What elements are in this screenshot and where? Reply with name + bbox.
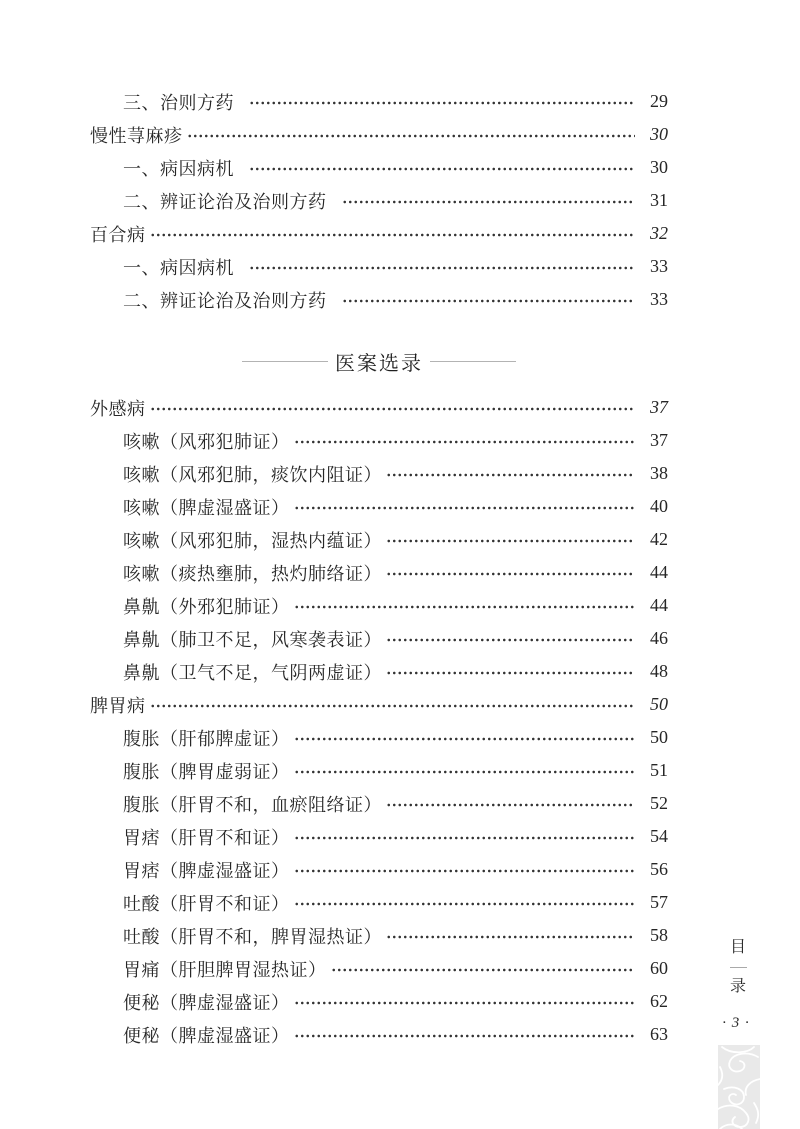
toc-entry-label: 脾胃病 [90,695,146,716]
toc-entry-label: 胃痛（肝胆脾胃湿热证） [123,959,327,980]
toc-entry [90,919,668,952]
dot-leader [386,802,635,808]
toc-entry [90,118,668,151]
dot-leader [386,934,635,940]
toc-entry-label: 一、病因病机 [123,257,234,278]
dot-leader [386,472,635,478]
toc-entry-page-number: 51 [650,760,668,780]
dot-leader [386,538,635,544]
dot-leader [150,406,636,412]
toc-entry-page-number: 62 [650,991,668,1011]
dot-leader [187,133,636,139]
toc-entry [90,523,668,556]
toc-entry-page-number: 42 [650,529,668,549]
toc-entry-label: 一、病因病机 [123,158,234,179]
toc-entry-label: 腹胀（肝胃不和，血瘀阻络证） [123,794,382,815]
toc-entry-label: 鼻鼽（外邪犯肺证） [123,596,290,617]
toc-entry-page-number: 37 [650,430,668,450]
toc-entry [90,853,668,886]
toc-entry-label: 咳嗽（痰热壅肺，热灼肺络证） [123,563,382,584]
dot-leader [150,703,636,709]
toc-entry-page-number: 40 [650,496,668,516]
toc-entry-label: 腹胀（脾胃虚弱证） [123,761,290,782]
dot-leader [249,265,635,271]
toc-entry [90,391,668,424]
toc-entry [90,589,668,622]
toc-entry-page-number: 63 [650,1024,668,1044]
toc-entry-page-number: 31 [650,190,668,210]
toc-entry-label: 咳嗽（脾虚湿盛证） [123,497,290,518]
dot-leader [294,1033,636,1039]
toc-entry-label: 便秘（脾虚湿盛证） [123,992,290,1013]
toc-entry-label: 胃痞（肝胃不和证） [123,827,290,848]
toc-entry [90,250,668,283]
toc-entry-label: 吐酸（肝胃不和，脾胃湿热证） [123,926,382,947]
toc-entry [90,1018,668,1051]
toc-entry [90,688,668,721]
toc-entry [90,886,668,919]
dot-leader [386,571,635,577]
toc-entry-label: 便秘（脾虚湿盛证） [123,1025,290,1046]
toc-entry-page-number: 58 [650,925,668,945]
toc-entry-label: 咳嗽（风邪犯肺，痰饮内阻证） [123,464,382,485]
toc-entry-page-number: 37 [650,397,668,417]
dot-leader [294,439,636,445]
toc-entry-page-number: 33 [650,289,668,309]
toc-entry-page-number: 30 [650,157,668,177]
toc-entry-page-number: 52 [650,793,668,813]
toc-entry-page-number: 56 [650,859,668,879]
toc-entry [90,622,668,655]
margin-chapter-title [725,940,751,995]
toc-entry-label: 鼻鼽（肺卫不足，风寒袭表证） [123,629,382,650]
folio-page-number: · 3 · [722,1015,750,1031]
toc-entry [90,85,668,118]
section-title: 医案选录 [335,352,423,375]
toc-entry-page-number: 48 [650,661,668,681]
toc-entry-label: 咳嗽（风邪犯肺，湿热内蕴证） [123,530,382,551]
toc-entry-label: 慢性荨麻疹 [90,125,183,146]
dot-leader [342,298,636,304]
section-header [90,346,668,376]
toc-entry-page-number: 54 [650,826,668,846]
toc-entry [90,151,668,184]
toc-cases-list [90,391,668,1051]
toc-front-matter-list [90,85,668,316]
margin-title-divider [730,967,747,968]
toc-entry-page-number: 50 [650,694,668,714]
margin-title-char-top: 目 [729,939,746,956]
toc-entry-page-number: 33 [650,256,668,276]
toc-entry [90,424,668,457]
dot-leader [150,232,636,238]
toc-entry-label: 鼻鼽（卫气不足，气阴两虚证） [123,662,382,683]
toc-entry-label: 二、辨证论治及治则方药 [123,191,327,212]
dot-leader [249,166,635,172]
dot-leader [386,670,635,676]
toc-entry-label: 腹胀（肝郁脾虚证） [123,728,290,749]
dot-leader [294,868,636,874]
dot-leader [294,604,636,610]
toc-entry-page-number: 50 [650,727,668,747]
toc-entry-label: 二、辨证论治及治则方药 [123,290,327,311]
dot-leader [294,835,636,841]
toc-entry-page-number: 44 [650,595,668,615]
toc-entry [90,283,668,316]
toc-entry [90,787,668,820]
toc-entry [90,556,668,589]
header-rule-left [242,361,328,362]
toc-entry-label: 吐酸（肝胃不和证） [123,893,290,914]
toc-entry [90,457,668,490]
toc-entry-page-number: 30 [650,124,668,144]
dot-leader [249,100,635,106]
toc-entry-page-number: 57 [650,892,668,912]
toc-entry [90,952,668,985]
toc-entry [90,754,668,787]
margin-title-char-bottom: 录 [729,978,746,995]
dot-leader [294,769,636,775]
toc-entry [90,655,668,688]
toc-entry-label: 外感病 [90,398,146,419]
dot-leader [294,901,636,907]
toc-entry-label: 百合病 [90,224,146,245]
toc-entry-label: 咳嗽（风邪犯肺证） [123,431,290,452]
toc-entry-page-number: 29 [650,91,668,111]
toc-entry [90,490,668,523]
dot-leader [342,199,636,205]
toc-entry-page-number: 46 [650,628,668,648]
dot-leader [386,637,635,643]
toc-entry [90,820,668,853]
toc-entry-page-number: 44 [650,562,668,582]
toc-entry-label: 胃痞（脾虚湿盛证） [123,860,290,881]
dot-leader [294,505,636,511]
toc-entry [90,184,668,217]
dot-leader [294,736,636,742]
toc-entry-page-number: 38 [650,463,668,483]
toc-entry-page-number: 60 [650,958,668,978]
dot-leader [331,967,636,973]
toc-entry [90,985,668,1018]
toc-entry-page-number: 32 [650,223,668,243]
toc-entry-label: 三、治则方药 [123,92,234,113]
header-rule-right [430,361,516,362]
dot-leader [294,1000,636,1006]
toc-entry [90,721,668,754]
cloud-wave-pattern-icon [718,1045,760,1129]
toc-entry [90,217,668,250]
